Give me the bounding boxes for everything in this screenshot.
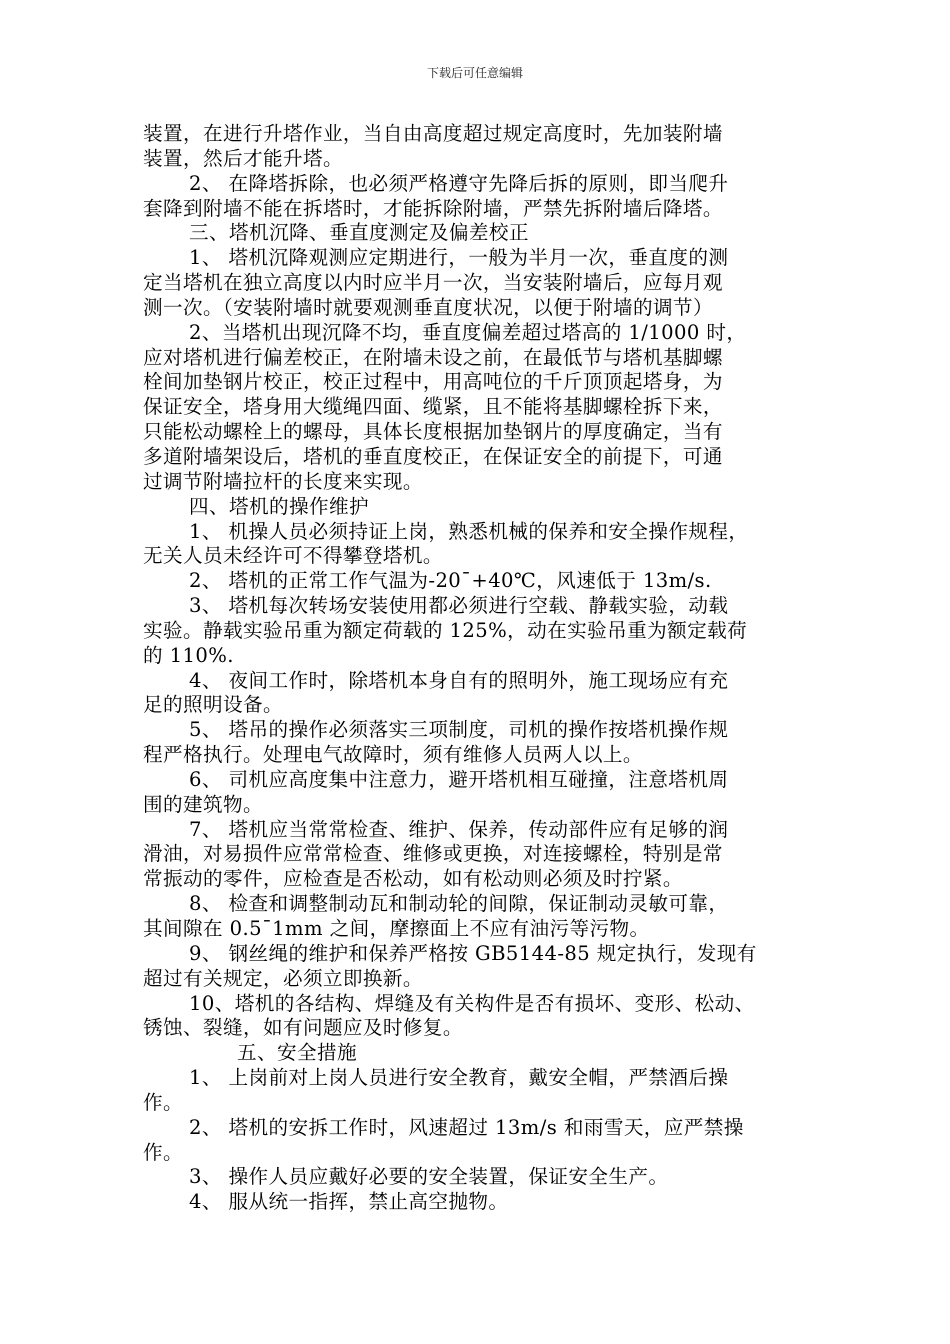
text-line: 作。 — [143, 1090, 183, 1114]
text-line: 9、 钢丝绳的维护和保养严格按 GB5144-85 规定执行，发现有 — [189, 941, 757, 965]
text-line: 栓间加垫钢片校正，校正过程中，用高吨位的千斤顶顶起塔身，为 — [143, 370, 723, 394]
text-line: 4、 服从统一指挥，禁止高空抛物。 — [189, 1190, 509, 1214]
text-line: 套降到附墙不能在拆塔时，才能拆除附墙，严禁先拆附墙后降塔。 — [143, 196, 723, 220]
text-line: 锈蚀、裂缝，如有问题应及时修复。 — [143, 1016, 463, 1040]
text-line: 其间隙在 0.5¯1mm 之间，摩擦面上不应有油污等污物。 — [143, 917, 650, 940]
text-line: 2、 塔机的正常工作气温为-20¯+40℃，风速低于 13m/s. — [189, 569, 712, 593]
text-line: 8、 检查和调整制动瓦和制动轮的间隙，保证制动灵敏可靠， — [189, 892, 729, 916]
document-body — [143, 122, 811, 1215]
text-line: 实验。静载实验吊重为额定荷载的 125%，动在实验吊重为额定载荷 — [143, 618, 748, 642]
text-line: 1、 塔机沉降观测应定期进行，一般为半月一次，垂直度的测 — [189, 246, 729, 270]
text-line: 作。 — [143, 1140, 183, 1164]
text-line: 多道附墙架设后，塔机的垂直度校正，在保证安全的前提下，可通 — [143, 444, 723, 468]
text-line: 2、 塔机的安拆工作时，风速超过 13m/s 和雨雪天，应严禁操 — [189, 1115, 744, 1139]
text-line: 的 110%. — [143, 643, 234, 667]
text-line: 6、 司机应高度集中注意力，避开塔机相互碰撞，注意塔机周 — [189, 767, 729, 791]
section-heading: 四、塔机的操作维护 — [189, 494, 369, 518]
text-line: 只能松动螺栓上的螺母，具体长度根据加垫钢片的厚度确定，当有 — [143, 420, 723, 444]
page-header: 下载后可任意编辑 — [426, 66, 523, 80]
text-line: 程严格执行。处理电气故障时，须有维修人员两人以上。 — [143, 743, 643, 767]
text-line: 超过有关规定，必须立即换新。 — [143, 966, 423, 990]
text-line: 应对塔机进行偏差校正，在附墙未设之前，在最低节与塔机基脚螺 — [143, 345, 723, 369]
text-line: 3、 操作人员应戴好必要的安全装置，保证安全生产。 — [189, 1165, 669, 1189]
text-line: 保证安全，塔身用大缆绳四面、缆紧，且不能将基脚螺栓拆下来， — [143, 395, 723, 419]
text-line: 2、当塔机出现沉降不均，垂直度偏差超过塔高的 1/1000 时， — [189, 320, 747, 344]
text-line: 滑油，对易损件应常常检查、维修或更换，对连接螺栓，特别是常 — [143, 842, 723, 866]
text-line: 围的建筑物。 — [143, 792, 263, 816]
text-line: 无关人员未经许可不得攀登塔机。 — [143, 544, 443, 568]
text-line: 定当塔机在独立高度以内时应半月一次，当安装附墙后，应每月观 — [143, 271, 723, 295]
section-heading: 三、塔机沉降、垂直度测定及偏差校正 — [189, 221, 529, 245]
text-line: 3、 塔机每次转场安装使用都必须进行空载、静载实验，动载 — [189, 594, 729, 618]
text-line: 过调节附墙拉杆的长度来实现。 — [143, 469, 423, 493]
text-line: 装置，在进行升塔作业，当自由高度超过规定高度时，先加装附墙 — [143, 122, 723, 145]
text-line: 10、塔机的各结构、焊缝及有关构件是否有损坏、变形、松动、 — [189, 991, 755, 1015]
text-line: 常振动的零件，应检查是否松动，如有松动则必须及时拧紧。 — [143, 867, 683, 891]
text-line: 7、 塔机应当常常检查、维护、保养，传动部件应有足够的润 — [189, 817, 729, 841]
text-line: 1、 上岗前对上岗人员进行安全教育，戴安全帽，严禁酒后操 — [189, 1066, 729, 1090]
text-line: 2、 在降塔拆除，也必须严格遵守先降后拆的原则，即当爬升 — [189, 171, 729, 195]
text-line: 4、 夜间工作时，除塔机本身自有的照明外，施工现场应有充 — [189, 668, 729, 692]
section-heading: 五、安全措施 — [237, 1041, 357, 1065]
text-line: 5、 塔吊的操作必须落实三项制度，司机的操作按塔机操作规 — [189, 718, 729, 742]
text-line: 装置，然后才能升塔。 — [143, 146, 343, 170]
text-line: 足的照明设备。 — [143, 693, 283, 717]
text-line: 1、 机操人员必须持证上岗，熟悉机械的保养和安全操作规程， — [189, 519, 749, 543]
text-line: 测一次。（安装附墙时就要观测垂直度状况，以便于附墙的调节） — [143, 295, 714, 319]
